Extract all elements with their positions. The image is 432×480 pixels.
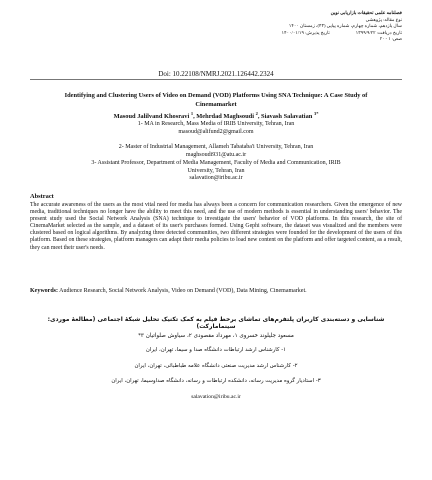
author-1: Masoud Jalilvand Khosravi — [113, 113, 190, 120]
affiliation-2 — [40, 144, 392, 159]
affiliation-1-email[interactable]: masoud@alifund2@gmail.com — [178, 128, 254, 135]
accepted-date-fa: تاریخ پذیرش: ۱۴۰۰/۰۱/۱۹ — [281, 29, 330, 35]
doi-link[interactable]: Doi: 10.22108/NMRJ.2021.126442.2324 — [158, 70, 274, 78]
affiliation-3 — [40, 160, 392, 183]
dates-row-fa — [142, 30, 402, 37]
doi-divider — [30, 79, 402, 80]
keywords — [30, 288, 402, 295]
author-3: Siavash Salavatian — [261, 113, 313, 120]
persian-affiliation-2: ۲- کارشناس ارشد مدیریت صنعتی دانشگاه علامه طباطبائی، تهران، ایران — [134, 363, 298, 369]
abstract-heading: Abstract — [30, 193, 54, 200]
author-2-mark: 2 — [255, 110, 258, 116]
keywords-text: Audience Research, Social Network Analysis, Video on Demand (VOD), Data Mining, Cinemamarket. — [59, 288, 307, 294]
abstract-text: The accurate awareness of the users as the most vital need for media has always been a concern for communication researchers. Given the emergence of new media, traditional techniques no longer have the ability to meet this need, and the use of modern methods is essential in understanding users' behavior. The present study used the Social Network Analysis (SNA) technique to investigate the users' behavior of VOD platforms. In this research, the site of CinemaMarket selected as the sample, and a dataset of its user's purchases formed. Using Gephi software, the dataset was visualized and the members were clustered based on logical algorithms. By analyzing three detected communities, two different strategies were founded for the development of the users of this platform. Based on these strategies, platform managers can adapt their media policies to load new content on the platform and offer targeted content, as a result, they can meet their user's needs. — [30, 202, 402, 251]
affiliation-2-email[interactable]: maghsoudi931@atu.ac.ir — [185, 151, 247, 158]
received-date-fa: تاریخ دریافت: ۱۳۹۹/۹/۲۲ — [355, 29, 402, 35]
author-list: Masoud Jalilvand Khosravi $^1$, Mehrdad Maghsoudi $^2$, Siavash Salavatian $^{3*}$ — [113, 110, 319, 120]
persian-affiliation-3: ۳- استادیار گروه مدیریت رسانه، دانشکده ارتباطات و رسانه، دانشگاه صداوسیما، تهران، ایران — [111, 378, 321, 384]
persian-affiliation-1: ۱- کارشناس ارشد ارتباطات دانشگاه صدا و سیما، تهران، ایران — [145, 347, 287, 353]
persian-authors: مسعود جلیلوند خسروی ۱، مهرداد مقصودی ۲، سیاوش صلواتیان ۳* — [138, 333, 294, 339]
article-type-fa: نوع مقاله: پژوهشی — [365, 16, 402, 22]
keywords-label: Keywords: — [30, 288, 58, 294]
author-3-mark: 3* — [313, 110, 319, 116]
affiliation-1 — [40, 121, 392, 136]
affiliation-2-text: 2- Master of Industrial Management, Allameh Tabataba'i University, Tehran, Iran — [118, 144, 314, 150]
journal-header-fa — [142, 10, 402, 43]
author-1-mark: 1 — [190, 110, 194, 116]
journal-title-fa: فصلنامه علمی تحقیقات بازاریابی نوین — [330, 10, 402, 15]
affiliation-1-text: 1- MA in Research, Mass Media of IRIB University, Tehran, Iran — [137, 121, 295, 127]
persian-email[interactable]: salavation@iribu.ac.ir — [191, 394, 241, 400]
author-2: Mehrdad Maghsoudi — [196, 113, 254, 120]
affiliation-3-email[interactable]: salavation@iribu.ac.ir — [189, 175, 243, 182]
persian-title: شناسایی و دسته‌بندی کاربران پلتفرم‌های تماشای برخط فیلم به کمک تکنیک تحلیل شبکهٔ اجتماعی (مطالعهٔ موردی: سینمامارکت) — [47, 316, 385, 330]
paper-title: Identifying and Clustering Users of Video on Demand (VOD) Platforms Using SNA Technique: A Case Study of Cinemamarket — [64, 92, 368, 108]
issue-line-fa: سال یازدهم، شماره چهارم، شماره پیاپی (۴۳)، زمستان ۱۴۰۰ — [288, 23, 402, 29]
pages-fa: صص: ۱ - ۲۰ — [379, 36, 402, 42]
affiliation-3-text: 3- Assistant Professor, Department of Media Management, Faculty of Media and Communication, IRIB — [91, 160, 341, 166]
affiliation-3-text-cont: University, Tehran, Iran — [187, 167, 245, 174]
